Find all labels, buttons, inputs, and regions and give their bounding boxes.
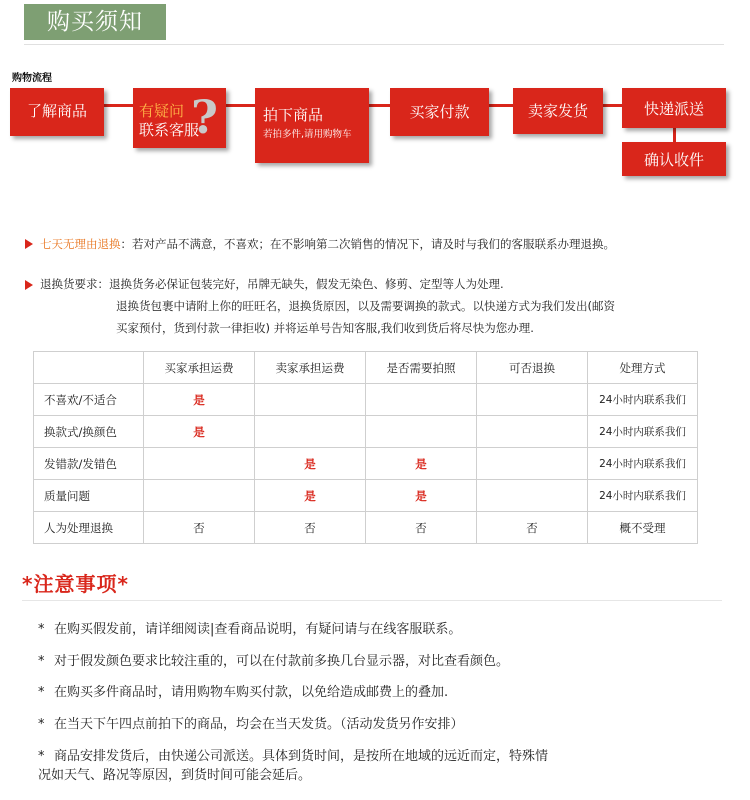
table-header-cell: 买家承担运费 [144,352,255,384]
table-cell [255,416,366,448]
table-cell: 概不受理 [588,512,698,544]
notice-item: 在购买假发前，请详细阅读|查看商品说明，有疑问请与在线客服联系。 [54,622,462,637]
return-policy-table [33,351,698,544]
table-cell [477,448,588,480]
table-cell [477,480,588,512]
flow-label: 购物流程 [12,73,52,84]
table-row-label: 发错款/发错色 [34,448,144,480]
table-cell: 否 [477,512,588,544]
notice-item: 对于假发颜色要求比较注重的，可以在付款前多换几台显示器，对比查看颜色。 [54,654,510,669]
table-header-cell: 处理方式 [588,352,698,384]
return-requirements-line: 买家预付，货到付款一律拒收) 并将运单号告知客服,我们收到货后将尽快为您办理. [116,321,534,335]
notice-item: 在购买多件商品时，请用购物车购买付款，以免给造成邮费上的叠加. [54,685,449,700]
step-buyer-pay [390,88,489,136]
step-label: 了解商品 [26,102,87,120]
notice-bullet: * [38,685,45,700]
table-header-row [34,352,698,384]
table-cell: 是 [366,480,477,512]
table-cell [144,448,255,480]
return-requirements-text [40,276,504,292]
table-row [34,384,698,416]
notice-title: *注意事项* [22,572,129,596]
return-policy-detail: ：若对产品不满意，不喜欢；在不影响第二次销售的情况下，请及时与我们的客服联系办理退换。 [120,237,615,251]
step-sublabel: 若拍多件,请用购物车 [263,129,352,140]
table-cell: 24小时内联系我们 [588,480,698,512]
step-place-order [255,88,369,163]
table-cell: 24小时内联系我们 [588,384,698,416]
step-label: 快递派送 [643,100,704,118]
step-seller-ship [513,88,603,134]
table-row-label: 人为处理退换 [34,512,144,544]
table-header-cell: 是否需要拍照 [366,352,477,384]
table-cell [477,416,588,448]
step-label: 联系客服 [139,121,200,139]
table-cell: 是 [255,480,366,512]
step-label: 有疑问 [139,102,185,120]
table-cell: 24小时内联系我们 [588,416,698,448]
table-cell [255,384,366,416]
table-cell: 否 [255,512,366,544]
step-express-delivery [622,88,726,128]
notice-item: 商品安排发货后，由快递公司派送。具体到货时间，是按所在地域的远近而定，特殊情 [54,749,549,764]
table-cell: 是 [144,384,255,416]
bullet-arrow-icon [25,280,33,290]
table-cell: 否 [366,512,477,544]
table-cell [366,384,477,416]
notice-bullet: * [38,749,45,764]
return-policy-text [40,236,615,252]
question-mark-icon: ? [191,90,218,144]
table-row-label: 质量问题 [34,480,144,512]
bullet-arrow-icon [25,239,33,249]
table-cell: 24小时内联系我们 [588,448,698,480]
flow-connector [226,104,258,107]
step-label: 拍下商品 [263,106,324,124]
table-row-label: 换款式/换颜色 [34,416,144,448]
flow-connector [489,104,515,107]
table-row [34,416,698,448]
return-requirements-line: 退换货包裹中请附上你的旺旺名，退换货原因，以及需要调换的款式。以快递方式为我们发出(邮资 [116,299,615,313]
table-cell: 否 [144,512,255,544]
step-label: 买家付款 [409,103,470,121]
notice-divider [22,600,722,601]
notice-bullet: * [38,622,45,637]
table-row [34,512,698,544]
notice-item: 在当天下午四点前拍下的商品，均会在当天发货。（活动发货另作安排） [54,717,464,732]
table-row [34,448,698,480]
table-header-cell: 可否退换 [477,352,588,384]
table-row [34,480,698,512]
table-cell: 是 [144,416,255,448]
table-cell: 是 [255,448,366,480]
table-row-label: 不喜欢/不适合 [34,384,144,416]
notice-item-continued: 况如天气、路况等原因，到货时间可能会延后。 [38,768,312,783]
table-cell: 是 [366,448,477,480]
table-header-cell [34,352,144,384]
return-policy-label: 七天无理由退换 [40,237,121,251]
return-requirements-label: 退换货要求 [40,277,98,291]
step-contact-service [133,88,226,148]
notice-bullet: * [38,717,45,732]
return-requirements-line: ：退换货务必保证包装完好，吊牌无缺失，假发无染色、修剪、定型等人为处理. [97,277,504,291]
step-label: 卖家发货 [527,102,588,120]
table-cell [144,480,255,512]
table-cell [366,416,477,448]
page-title: 购买须知 [47,9,143,35]
table-header-cell: 卖家承担运费 [255,352,366,384]
table-cell [477,384,588,416]
header-divider [24,44,724,45]
notice-bullet: * [38,654,45,669]
step-learn-product [10,88,104,136]
step-confirm-receipt [622,142,726,176]
step-label: 确认收件 [643,151,704,169]
